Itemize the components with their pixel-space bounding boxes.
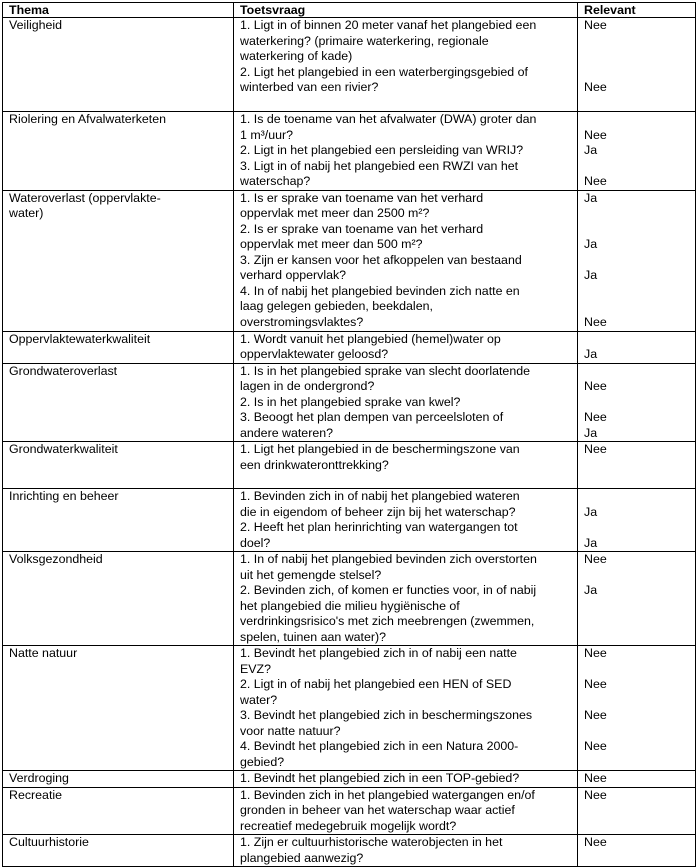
header-relevant: Relevant bbox=[578, 3, 696, 18]
toetsvraag-cell: 1. In of nabij het plangebied bevinden zich overstorten uit het gemengde stelsel? 2. Bevinden zich, of komen er functies voor, in of nabij het plangebied die milieu hygiënische of verdrinkingsrisico's met zich meebrengen (zwemmen, spelen, tuinen aan water)? bbox=[234, 552, 578, 646]
relevant-cell: Nee Nee Nee Nee bbox=[578, 646, 696, 771]
toetsvraag-cell: 1. Is de toename van het afvalwater (DWA) groter dan 1 m³/uur? 2. Ligt in het plangebied een persleiding van WRIJ? 3. Ligt in of nabij het plangebied een RWZI van het waterschap? bbox=[234, 112, 578, 191]
thema-cell: Volksgezondheid bbox=[3, 552, 234, 646]
relevant-cell: Nee Ja Nee bbox=[578, 112, 696, 191]
relevant-cell: Nee bbox=[578, 787, 696, 835]
toetsvraag-cell: 1. Is er sprake van toename van het verhard oppervlak met meer dan 2500 m²? 2. Is er sprake van toename van het verhard oppervlak met meer dan 500 m²? 3. Zijn er kansen voor het afkoppelen van bestaand verhard oppervlak? 4. In of nabij het plangebied bevinden zich natte en laag gelegen gebieden, beekdalen, overstromingsvlaktes? bbox=[234, 190, 578, 331]
thema-cell: Oppervlaktewaterkwaliteit bbox=[3, 331, 234, 363]
thema-cell: Cultuurhistorie bbox=[3, 835, 234, 867]
relevant-cell: Nee Ja bbox=[578, 552, 696, 646]
table-row bbox=[3, 442, 696, 489]
table-row bbox=[3, 771, 696, 788]
toetsvraag-cell: 1. Wordt vanuit het plangebied (hemel)water op oppervlaktewater geloosd? bbox=[234, 331, 578, 363]
thema-cell: Inrichting en beheer bbox=[3, 489, 234, 552]
relevant-cell: Nee bbox=[578, 442, 696, 489]
header-toetsvraag: Toetsvraag bbox=[234, 3, 578, 18]
table-row bbox=[3, 18, 696, 112]
table-row bbox=[3, 835, 696, 867]
table-row bbox=[3, 363, 696, 442]
toetsvraag-cell: 1. Bevindt het plangebied zich in een TOP-gebied? bbox=[234, 771, 578, 788]
toetsvraag-cell: 1. Zijn er cultuurhistorische waterobjecten in het plangebied aanwezig? bbox=[234, 835, 578, 867]
thema-cell: Riolering en Afvalwaterketen bbox=[3, 112, 234, 191]
toetsvragen-table bbox=[2, 2, 696, 867]
toetsvraag-cell: 1. Ligt in of binnen 20 meter vanaf het plangebied een waterkering? (primaire waterkering, regionale waterkering of kade) 2. Ligt het plangebied in een waterbergingsgebied of winterbed van een rivier? bbox=[234, 18, 578, 112]
thema-cell: Veiligheid bbox=[3, 18, 234, 112]
relevant-cell: Nee bbox=[578, 771, 696, 788]
header-row bbox=[3, 3, 696, 18]
relevant-cell: Nee bbox=[578, 835, 696, 867]
table-row bbox=[3, 331, 696, 363]
relevant-cell: Ja Ja bbox=[578, 489, 696, 552]
thema-cell: Grondwaterkwaliteit bbox=[3, 442, 234, 489]
thema-cell: Wateroverlast (oppervlakte- water) bbox=[3, 190, 234, 331]
toetsvraag-cell: 1. Ligt het plangebied in de beschermingszone van een drinkwateronttrekking? bbox=[234, 442, 578, 489]
thema-cell: Natte natuur bbox=[3, 646, 234, 771]
relevant-cell: Ja Ja Ja Nee bbox=[578, 190, 696, 331]
relevant-cell: Ja bbox=[578, 331, 696, 363]
toetsvraag-cell: 1. Bevinden zich in het plangebied watergangen en/of gronden in beheer van het waterschap waar actief recreatief medegebruik mogelijk wordt? bbox=[234, 787, 578, 835]
thema-cell: Verdroging bbox=[3, 771, 234, 788]
table-row bbox=[3, 552, 696, 646]
toetsvraag-cell: 1. Bevinden zich in of nabij het plangebied wateren die in eigendom of beheer zijn bij het waterschap? 2. Heeft het plan herinrichting van watergangen tot doel? bbox=[234, 489, 578, 552]
toetsvraag-cell: 1. Is in het plangebied sprake van slecht doorlatende lagen in de ondergrond? 2. Is in het plangebied sprake van kwel? 3. Beoogt het plan dempen van perceelsloten of andere wateren? bbox=[234, 363, 578, 442]
table-row bbox=[3, 112, 696, 191]
header-thema: Thema bbox=[3, 3, 234, 18]
relevant-cell: Nee Nee bbox=[578, 18, 696, 112]
table-row bbox=[3, 489, 696, 552]
table-row bbox=[3, 646, 696, 771]
thema-cell: Grondwateroverlast bbox=[3, 363, 234, 442]
toetsvraag-cell: 1. Bevindt het plangebied zich in of nabij een natte EVZ? 2. Ligt in of nabij het plangebied een HEN of SED water? 3. Bevindt het plangebied zich in beschermingszones voor natte natuur? 4. Bevindt het plangebied zich in een Natura 2000- gebied? bbox=[234, 646, 578, 771]
table-row bbox=[3, 787, 696, 835]
thema-cell: Recreatie bbox=[3, 787, 234, 835]
relevant-cell: Nee Nee Ja bbox=[578, 363, 696, 442]
table-row bbox=[3, 190, 696, 331]
